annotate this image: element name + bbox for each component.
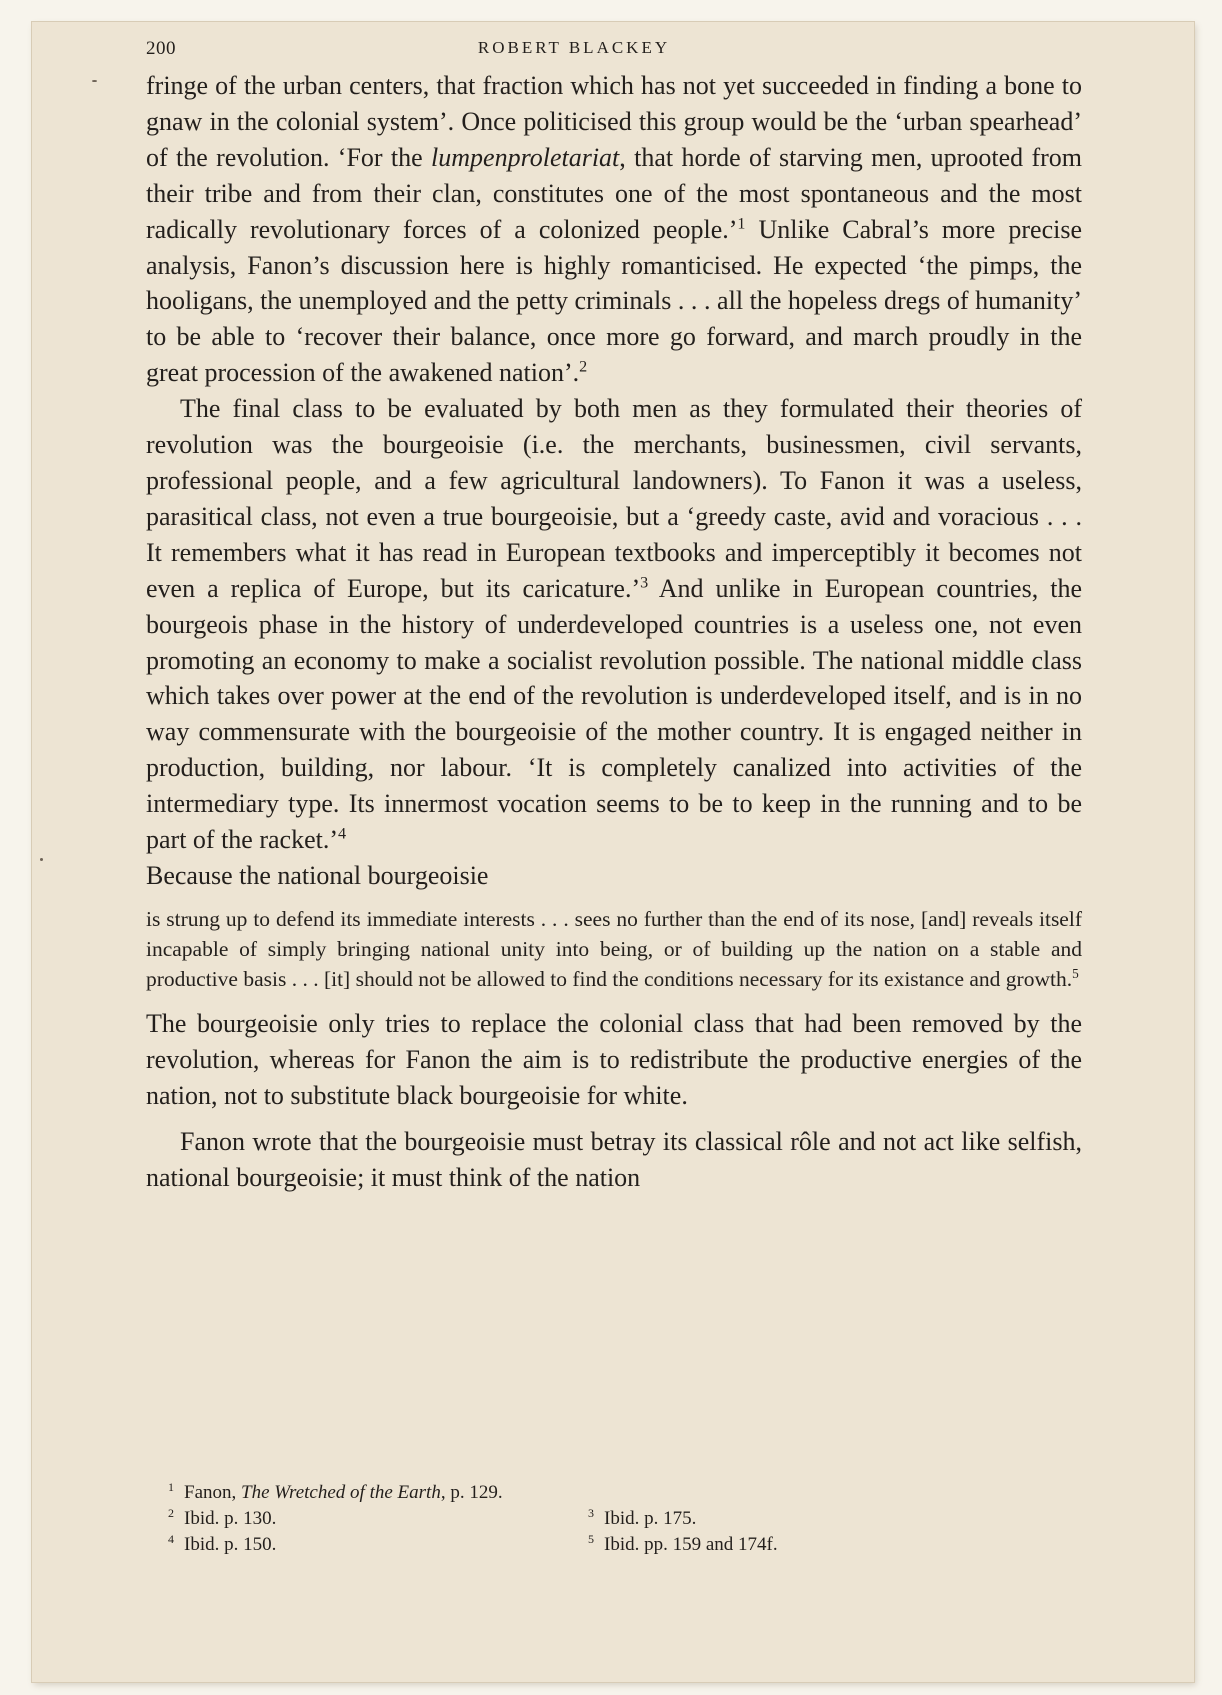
paragraph-text: , that horde of starving men, uprooted from their tribe and from their clan, constitutes one of the most spontaneous and the most radically revolutionary forces of a colonized people.’: [146, 142, 1082, 244]
quote-text: is strung up to defend its immediate interests . . . sees no further than the end of its nose, [and] reveals itself incapable of simply bringing national unity into being, or of building up the nation on a stable and productive basis . . . [it] should not be allowed to find the conditions necessary for its existance and growth.: [146, 906, 1082, 992]
footnote-row: [146, 1506, 1082, 1532]
footnote-ref: 3: [640, 574, 649, 592]
footnote-text: Ibid. p. 175.: [604, 1508, 697, 1529]
footnote-text: Ibid. p. 130.: [184, 1508, 277, 1529]
footnote-row: [146, 1532, 1082, 1558]
footnote-book-title: The Wretched of the Earth: [241, 1482, 441, 1503]
footnote-mark: 5: [588, 1531, 594, 1546]
footnote-1: [146, 1480, 1082, 1506]
footnote-mark: 2: [168, 1505, 174, 1520]
footnote-ref: 2: [579, 358, 588, 376]
footnote-ref: 5: [1072, 966, 1079, 982]
book-page: [32, 22, 1194, 1682]
page-content: [146, 32, 1082, 1555]
running-head: [146, 32, 1082, 68]
italic-term: lumpenproletariat: [431, 142, 620, 172]
page-number: 200: [146, 38, 176, 59]
block-quote: [146, 904, 1082, 995]
paragraph-text: Fanon wrote that the bourgeoisie must betray its classical rôle and not act like selfish, national bourgeoisie; it must think of the nation: [146, 1127, 1082, 1193]
footnote-mark: 3: [588, 1505, 594, 1520]
footnote-4: [146, 1532, 566, 1558]
paragraph-text: fringe of the urban centers, that fraction which has not yet succeeded in finding a bone to gnaw in the colonial system’. Once politicised this group would be the ‘urban spearhead’ of the revolution. ‘For the: [146, 71, 1082, 172]
paragraph-text: Because the national bourgeoisie: [146, 860, 489, 890]
paragraph-text: And unlike in European countries, the bourgeois phase in the history of underdeveloped countries is a useless one, not even promoting an economy to make a socialist revolution possible. The national middle class which takes over power at the end of the revolution is underdeveloped itself, and is in no way commensurate with the bourgeoisie of the mother country. It is engaged neither in production, building, nor labour. ‘It is completely canalized into activities of the intermediary type. Its innermost vocation seems to be to keep in the running and to be part of the racket.’: [146, 573, 1082, 855]
footnote-2: [146, 1506, 566, 1532]
paragraph-text: The bourgeoisie only tries to replace the colonial class that had been removed by the revolution, whereas for Fanon the aim is to redistribute the productive energies of the nation, not to substitute black bourgeoisie for white.: [146, 1009, 1082, 1111]
paper-speck: [92, 80, 97, 82]
footnote-mark: 1: [168, 1479, 174, 1494]
paragraph-bourgeoisie: [146, 391, 1082, 894]
running-title: ROBERT BLACKEY: [477, 38, 671, 57]
footnote-ref: 4: [338, 825, 347, 843]
footnote-text: Ibid. pp. 159 and 174f.: [604, 1534, 778, 1555]
paper-speck: [40, 858, 43, 861]
footnote-text: , p. 129.: [440, 1482, 503, 1503]
paragraph-betray: [146, 1124, 1082, 1196]
footnote-3: [566, 1506, 986, 1532]
footnote-mark: 4: [168, 1531, 174, 1546]
paragraph-lumpenproletariat: [146, 68, 1082, 391]
footnote-text: Ibid. p. 150.: [184, 1534, 277, 1555]
footnotes: [146, 1480, 1082, 1558]
footnote-ref: 1: [737, 214, 746, 232]
paragraph-redistribute: [146, 1006, 1082, 1114]
footnote-text: Fanon,: [184, 1482, 241, 1503]
paragraph-text: The final class to be evaluated by both men as they formulated their theories of revolution was the bourgeoisie (i.e. the merchants, businessmen, civil servants, professional people, and a few agricultural landowners). To Fanon it was a useless, parasitical class, not even a true bourgeoisie, but a ‘greedy caste, avid and voracious . . . It remembers what it has read in European textbooks and imperceptibly it becomes not even a replica of Europe, but its caricature.’: [146, 394, 1082, 603]
paragraph-text: Unlike Cabral’s more precise analysis, Fanon’s discussion here is highly romanticised. He expected ‘the pimps, the hooligans, the unemployed and the petty criminals . . . all the hopeless dregs of humanity’ to be able to ‘recover their balance, once more go forward, and march proudly in the great procession of the awakened nation’.: [146, 214, 1082, 388]
footnote-5: [566, 1532, 986, 1558]
footnote-row: [146, 1480, 1082, 1506]
